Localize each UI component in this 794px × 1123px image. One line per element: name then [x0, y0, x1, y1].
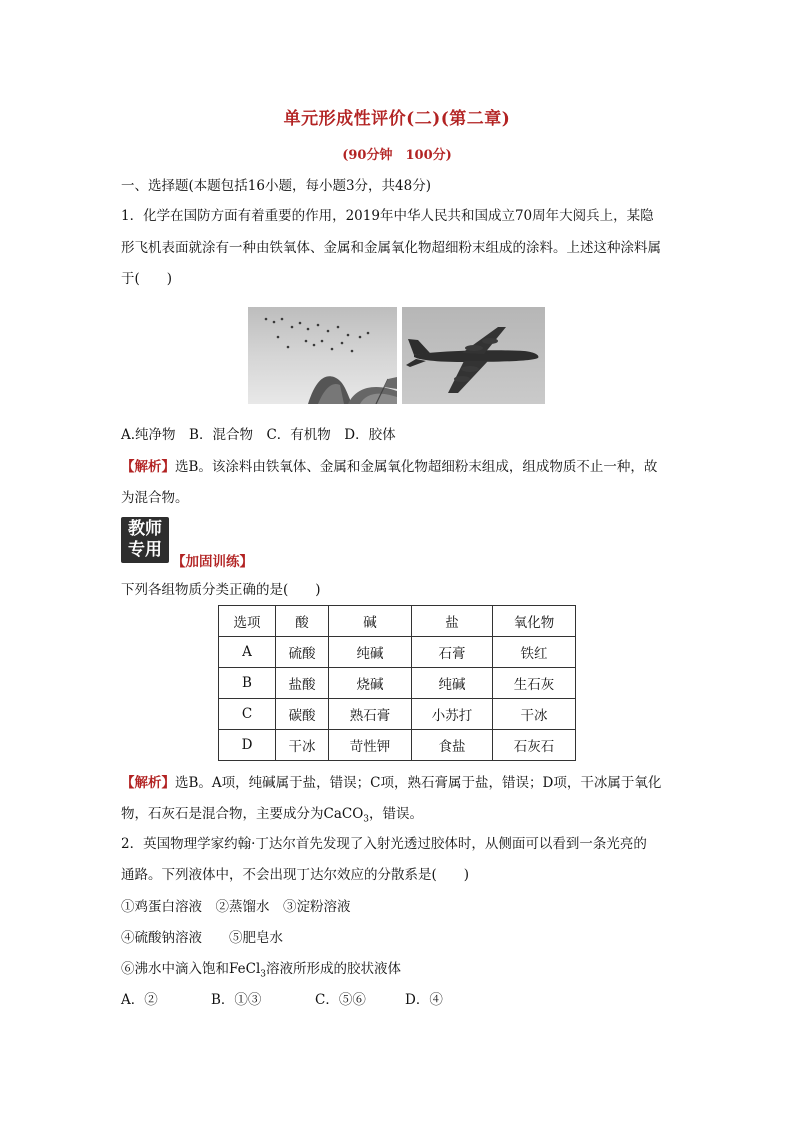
page-subtitle: (90分钟 100分)	[342, 148, 452, 163]
table-cell: 食盐	[412, 730, 493, 761]
classification-table	[218, 605, 576, 761]
q2-items-line1: ①鸡蛋白溶液 ②蒸馏水 ③淀粉溶液	[121, 899, 351, 915]
table-row	[219, 637, 576, 668]
table-cell: D	[219, 730, 276, 761]
table-cell: 石灰石	[493, 730, 576, 761]
table-cell: B	[219, 668, 276, 699]
table-cell: 纯碱	[329, 637, 412, 668]
table-header-cell: 碱	[329, 606, 412, 637]
q2-option-c: C．⑤⑥	[315, 992, 366, 1008]
table-cell: 干冰	[276, 730, 329, 761]
q2-option-a: A．②	[121, 992, 158, 1008]
table-cell: 碳酸	[276, 699, 329, 730]
analysis2-line2-end: ，错误。	[369, 806, 424, 822]
airplane-photo	[402, 307, 545, 404]
q1-analysis-text: 选B。该涂料由铁氧体、金属和金属氧化物超细粉末组成，组成物质不止一种，故	[175, 459, 658, 475]
table-cell: A	[219, 637, 276, 668]
table-header-cell: 酸	[276, 606, 329, 637]
analysis2-line1	[121, 773, 661, 793]
q2-item6-end: 溶液所形成的胶状液体	[266, 961, 401, 977]
q1-analysis-line1	[121, 457, 657, 477]
parade-photo	[248, 307, 397, 404]
q2-text-line1: 2．英国物理学家约翰·丁达尔首先发现了入射光透过胶体时，从侧面可以看到一条光亮的	[121, 836, 647, 852]
analysis2-text: 选B。A项，纯碱属于盐，错误；C项，熟石膏属于盐，错误；D项，干冰属于氧化	[175, 775, 662, 791]
badge-line1: 教师	[128, 519, 162, 539]
table-header-cell: 选项	[219, 606, 276, 637]
subscript: 3	[363, 814, 370, 825]
table-row	[219, 730, 576, 761]
table-header-row	[219, 606, 576, 637]
parade-photo-graphic	[248, 307, 397, 404]
q1-text-line3: 于( )	[121, 271, 173, 287]
q2-items-line2: ④硫酸钠溶液 ⑤肥皂水	[121, 930, 283, 946]
table-row	[219, 668, 576, 699]
table-cell: 盐酸	[276, 668, 329, 699]
q1-text-line2: 形飞机表面就涂有一种由铁氧体、金属和金属氧化物超细粉末组成的涂料。上述这种涂料属	[121, 240, 661, 256]
teacher-only-badge	[121, 517, 169, 563]
q1-analysis-line2: 为混合物。	[121, 490, 189, 506]
table-cell: 铁红	[493, 637, 576, 668]
table-cell: 纯碱	[412, 668, 493, 699]
practice-label: 【加固训练】	[172, 554, 253, 570]
table-header-cell: 盐	[412, 606, 493, 637]
table-header-cell: 氧化物	[493, 606, 576, 637]
table-cell: C	[219, 699, 276, 730]
table-cell: 干冰	[493, 699, 576, 730]
q2-item6-text: ⑥沸水中滴入饱和FeCl	[121, 961, 261, 977]
airplane-graphic	[402, 307, 545, 404]
table-cell: 石膏	[412, 637, 493, 668]
q2-item6	[121, 959, 401, 985]
table-cell: 小苏打	[412, 699, 493, 730]
analysis2-line2	[121, 804, 423, 830]
subscript: 3	[260, 969, 266, 980]
table-cell: 生石灰	[493, 668, 576, 699]
table-cell: 硫酸	[276, 637, 329, 668]
q1-text-line1: 1．化学在国防方面有着重要的作用，2019年中华人民共和国成立70周年大阅兵上，某隐	[121, 208, 654, 224]
q2-text-line2: 通路。下列液体中，不会出现丁达尔效应的分散系是( )	[121, 867, 470, 883]
section-heading: 一、选择题(本题包括16小题，每小题3分，共48分)	[121, 178, 431, 194]
analysis-label: 【解析】	[121, 775, 175, 791]
badge-line2: 专用	[128, 540, 162, 560]
table-cell: 熟石膏	[329, 699, 412, 730]
analysis2-line2-text: 物，石灰石是混合物，主要成分为CaCO	[121, 806, 364, 822]
practice-question: 下列各组物质分类正确的是( )	[121, 582, 321, 598]
q1-options: A.纯净物 B．混合物 C．有机物 D．胶体	[121, 427, 396, 443]
table-cell: 烧碱	[329, 668, 412, 699]
table-cell: 苛性钾	[329, 730, 412, 761]
table-row	[219, 699, 576, 730]
q2-option-b: B．①③	[211, 992, 262, 1008]
analysis-label: 【解析】	[121, 459, 175, 475]
page-title: 单元形成性评价(二)(第二章)	[283, 109, 511, 129]
q2-option-d: D．④	[405, 992, 443, 1008]
